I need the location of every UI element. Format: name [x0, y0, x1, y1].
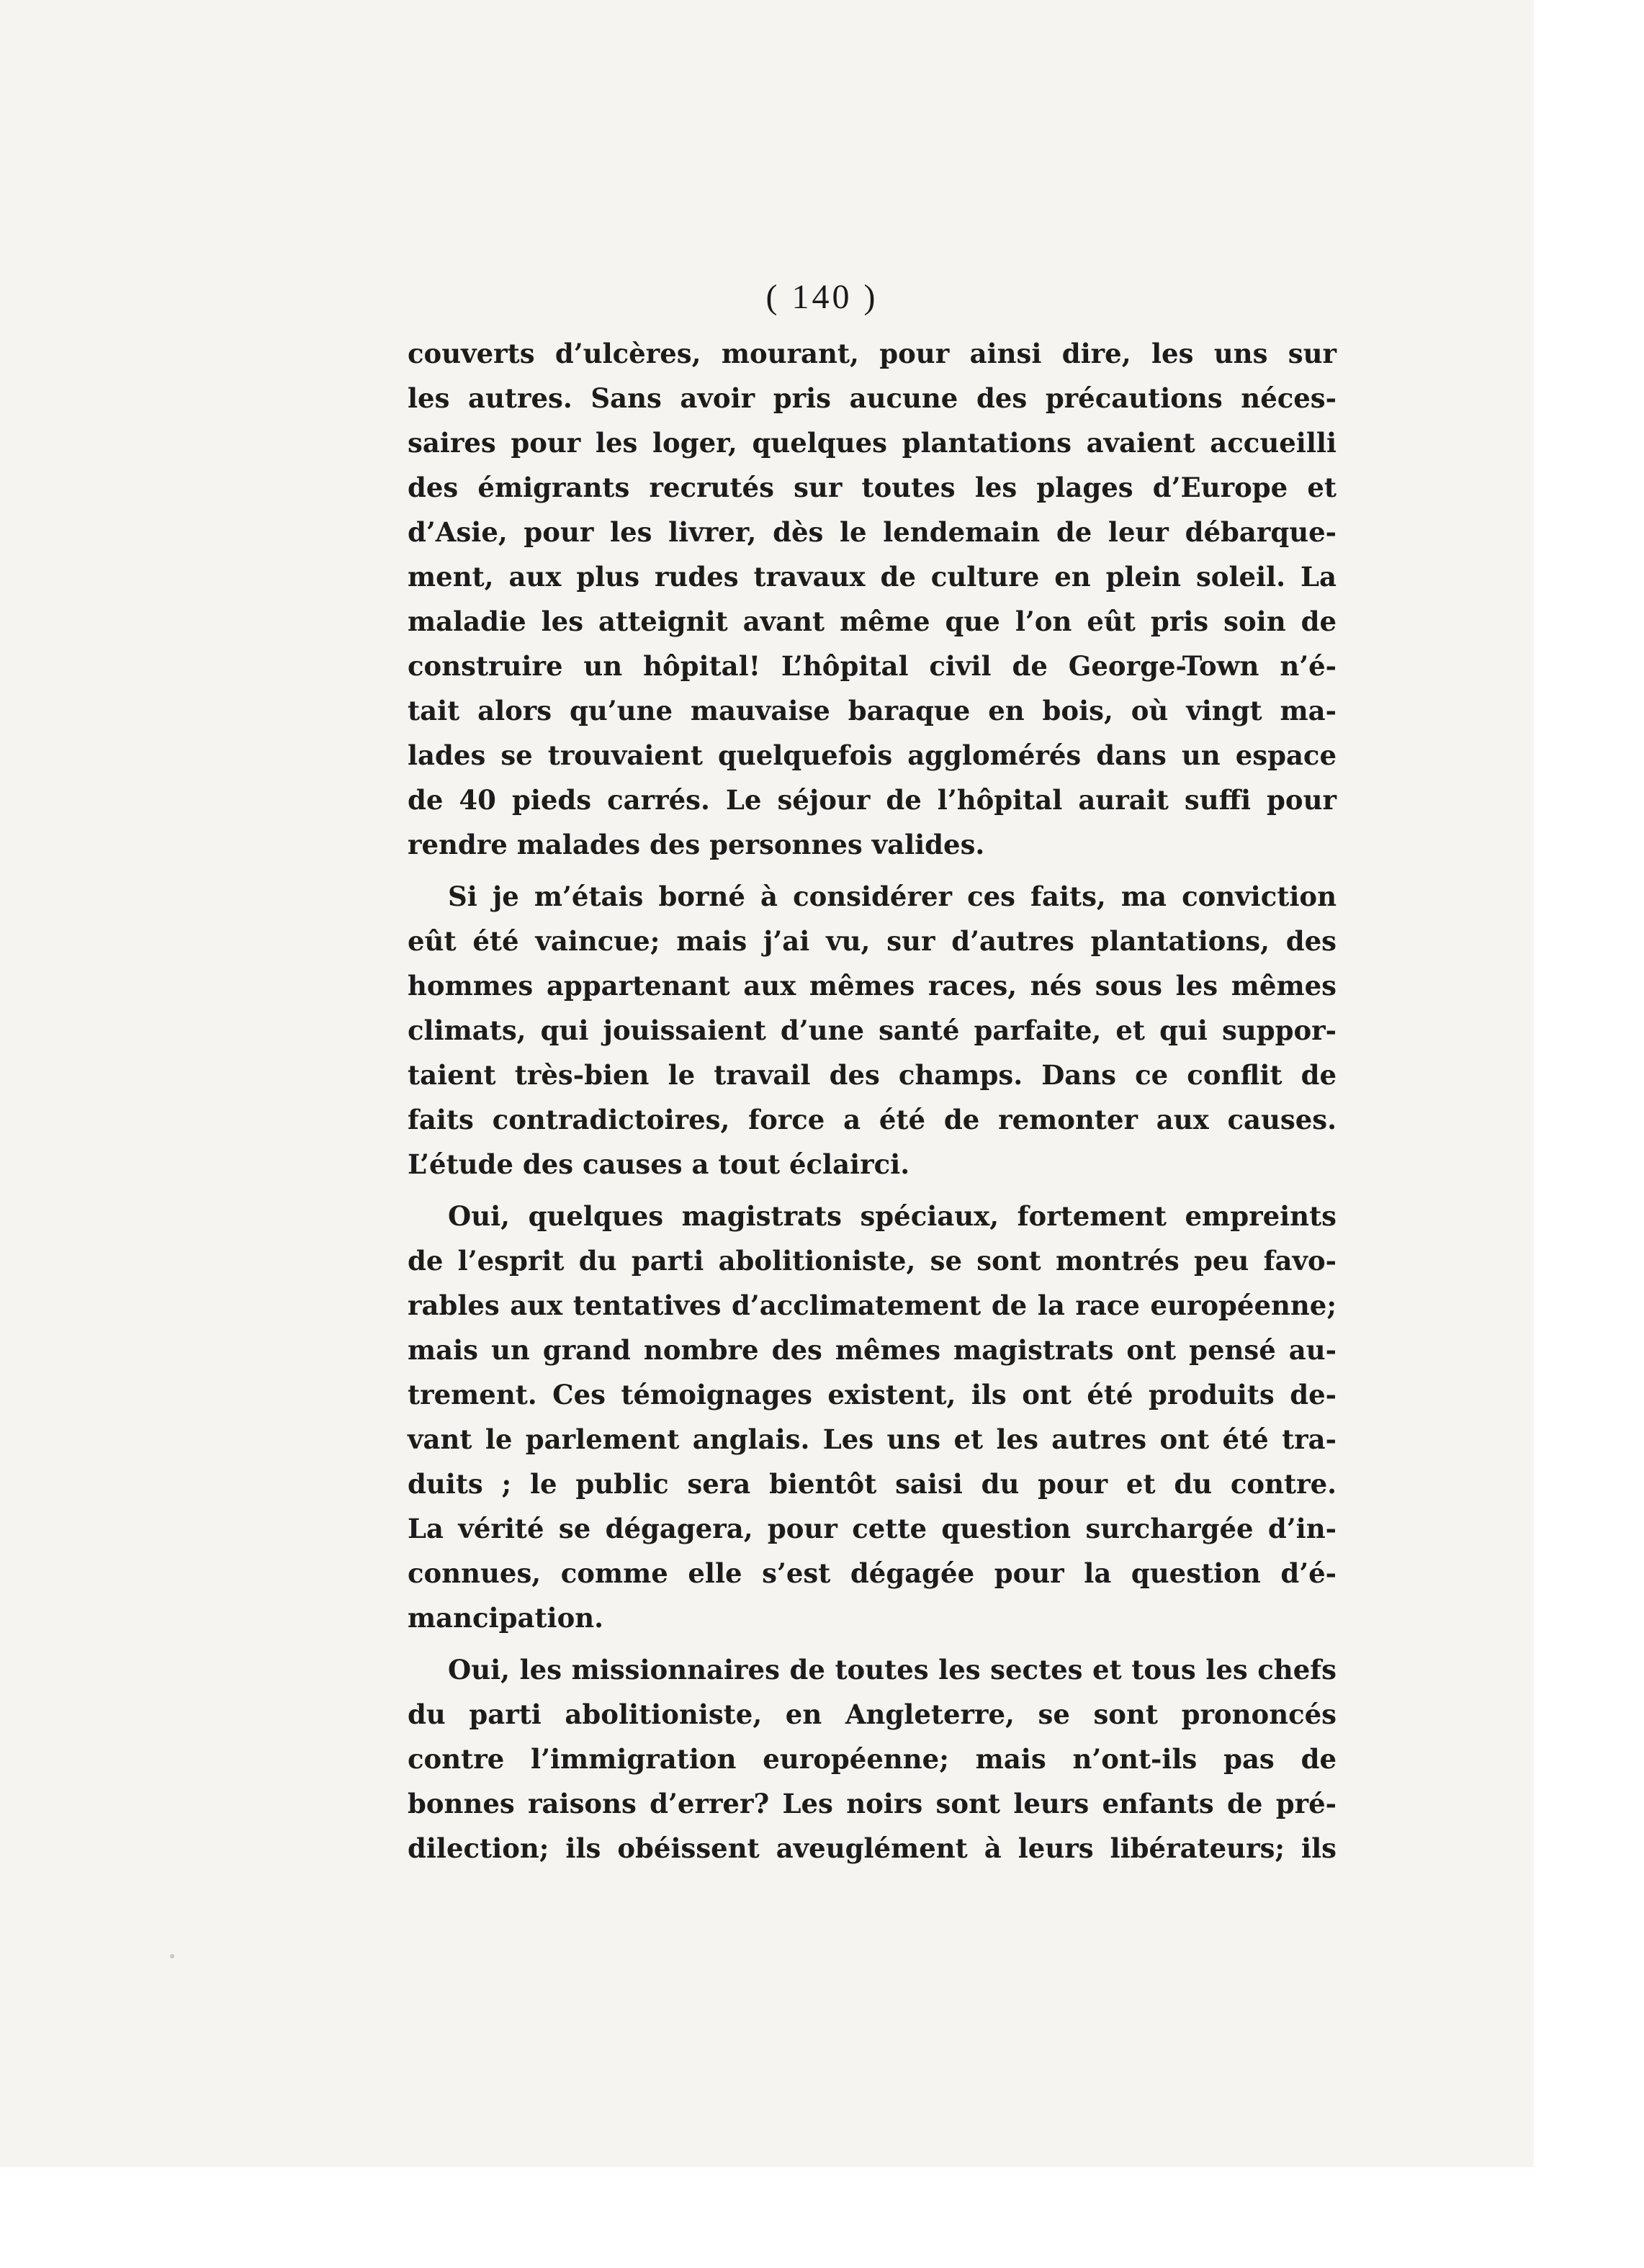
paragraph-gap: [408, 867, 1337, 874]
text-line: construire un hôpital! L’hôpital civil de George-Town n’é-: [408, 650, 1337, 682]
paragraph: [408, 874, 1337, 1187]
page-number: ( 140 ): [765, 278, 879, 316]
text-line: contre l’immigration européenne; mais n’ont-ils pas de: [408, 1743, 1337, 1775]
text-line: saires pour les loger, quelques plantations avaient accueilli: [408, 427, 1337, 459]
text-line: rables aux tentatives d’acclimatement de la race européenne;: [408, 1290, 1337, 1321]
text-line: Oui, les missionnaires de toutes les sectes et tous les chefs: [448, 1654, 1337, 1686]
text-line: les autres. Sans avoir pris aucune des précautions néces-: [408, 382, 1337, 414]
paragraph-gap: [408, 1640, 1337, 1647]
text-line: maladie les atteignit avant même que l’on eût pris soin de: [408, 606, 1337, 637]
text-line: La vérité se dégagera, pour cette question surchargée d’in-: [408, 1513, 1337, 1544]
text-line: de l’esprit du parti abolitioniste, se sont montrés peu favo-: [408, 1245, 1337, 1277]
text-line: rendre malades des personnes valides.: [408, 829, 985, 860]
body-text: [408, 331, 1337, 1871]
paragraph: [408, 1647, 1337, 1871]
text-line: Si je m’étais borné à considérer ces faits, ma conviction: [448, 881, 1337, 912]
text-line: d’Asie, pour les livrer, dès le lendemain de leur débarque-: [408, 516, 1337, 548]
paper-speck: [170, 1954, 174, 1958]
paragraph-gap: [408, 1187, 1337, 1194]
text-line: de 40 pieds carrés. Le séjour de l’hôpital aurait suffi pour: [408, 784, 1337, 816]
paragraph: [408, 331, 1337, 867]
text-line: taient très-bien le travail des champs. Dans ce conflit de: [408, 1059, 1337, 1091]
paragraph: [408, 1194, 1337, 1640]
text-line: hommes appartenant aux mêmes races, nés sous les mêmes: [408, 970, 1337, 1002]
text-line: trement. Ces témoignages existent, ils ont été produits de-: [408, 1379, 1337, 1410]
text-line: eût été vaincue; mais j’ai vu, sur d’autres plantations, des: [408, 925, 1337, 957]
text-line: faits contradictoires, force a été de remonter aux causes.: [408, 1104, 1337, 1135]
text-line: climats, qui jouissaient d’une santé parfaite, et qui suppor-: [408, 1014, 1337, 1046]
text-line: dilection; ils obéissent aveuglément à leurs libérateurs; ils: [408, 1832, 1337, 1864]
text-line: connues, comme elle s’est dégagée pour la question d’é-: [408, 1557, 1337, 1589]
text-line: ment, aux plus rudes travaux de culture en plein soleil. La: [408, 561, 1337, 593]
text-line: L’étude des causes a tout éclairci.: [408, 1148, 910, 1180]
text-line: mancipation.: [408, 1602, 604, 1634]
text-line: mais un grand nombre des mêmes magistrats ont pensé au-: [408, 1334, 1337, 1366]
text-line: lades se trouvaient quelquefois agglomérés dans un espace: [408, 739, 1337, 771]
text-line: Oui, quelques magistrats spéciaux, fortement empreints: [448, 1200, 1337, 1232]
text-line: du parti abolitioniste, en Angleterre, se sont prononcés: [408, 1698, 1337, 1730]
text-line: couverts d’ulcères, mourant, pour ainsi dire, les uns sur: [408, 338, 1337, 369]
text-line: des émigrants recrutés sur toutes les plages d’Europe et: [408, 472, 1337, 503]
text-line: vant le parlement anglais. Les uns et les autres ont été tra-: [408, 1423, 1337, 1455]
text-line: duits ; le public sera bientôt saisi du pour et du contre.: [408, 1468, 1337, 1500]
text-line: bonnes raisons d’errer? Les noirs sont leurs enfants de pré-: [408, 1788, 1337, 1819]
text-line: tait alors qu’une mauvaise baraque en bois, où vingt ma-: [408, 695, 1337, 726]
